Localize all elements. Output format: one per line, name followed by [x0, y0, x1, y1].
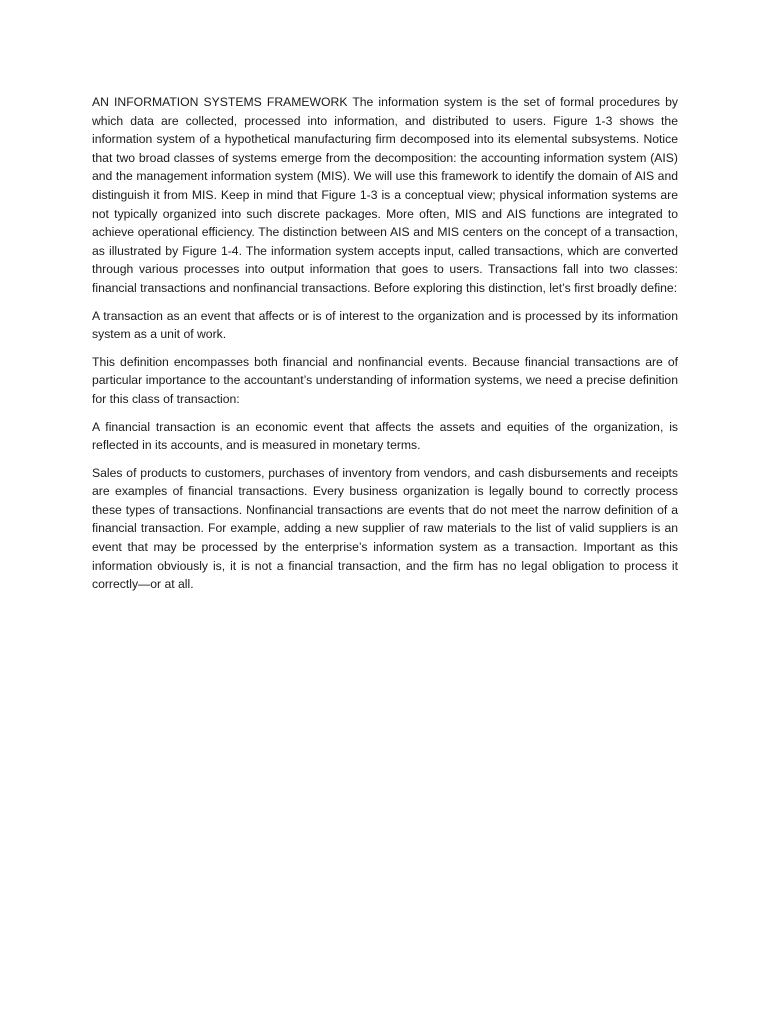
paragraph-framework-intro: AN INFORMATION SYSTEMS FRAMEWORK The information system is the set of formal procedures by which data are collected, processed into information, and distributed to users. Figure 1-3 shows the information system of a hypothetical manufacturing firm decomposed into its elemental subsystems. Notice that two broad classes of systems emerge from the decomposition: the accounting information system (AIS) and the management information system (MIS). We will use this framework to identify the domain of AIS and distinguish it from MIS. Keep in mind that Figure 1-3 is a conceptual view; physical information systems are not typically organized into such discrete packages. More often, MIS and AIS functions are integrated to achieve operational efficiency. The distinction between AIS and MIS centers on the concept of a transaction, as illustrated by Figure 1-4. The information system accepts input, called transactions, which are converted through various processes into output information that goes to users. Transactions fall into two classes: financial transactions and nonfinancial transactions. Before exploring this distinction, let’s first broadly define:: [92, 95, 678, 295]
paragraph-examples: Sales of products to customers, purchases of inventory from vendors, and cash disbursements and receipts are examples of financial transactions. Every business organization is legally bound to correctly process these types of transactions. Nonfinancial transactions are events that do not meet the narrow definition of a financial transaction. For example, adding a new supplier of raw materials to the list of valid suppliers is an event that may be processed by the enterprise’s information system as a transaction. Important as this information obviously is, it is not a financial transaction, and the firm has no legal obligation to process it correctly—or at all.: [92, 465, 678, 592]
document-body: [92, 93, 678, 603]
paragraph-definition-scope: This definition encompasses both financial and nonfinancial events. Because financial transactions are of particular importance to the accountant’s understanding of information systems, we need a precise definition for this class of transaction:: [92, 354, 678, 406]
paragraph-transaction-definition: A transaction as an event that affects or is of interest to the organization and is processed by its information system as a unit of work.: [92, 308, 678, 342]
paragraph-financial-transaction-definition: A financial transaction is an economic event that affects the assets and equities of the organization, is reflected in its accounts, and is measured in monetary terms.: [92, 419, 678, 453]
